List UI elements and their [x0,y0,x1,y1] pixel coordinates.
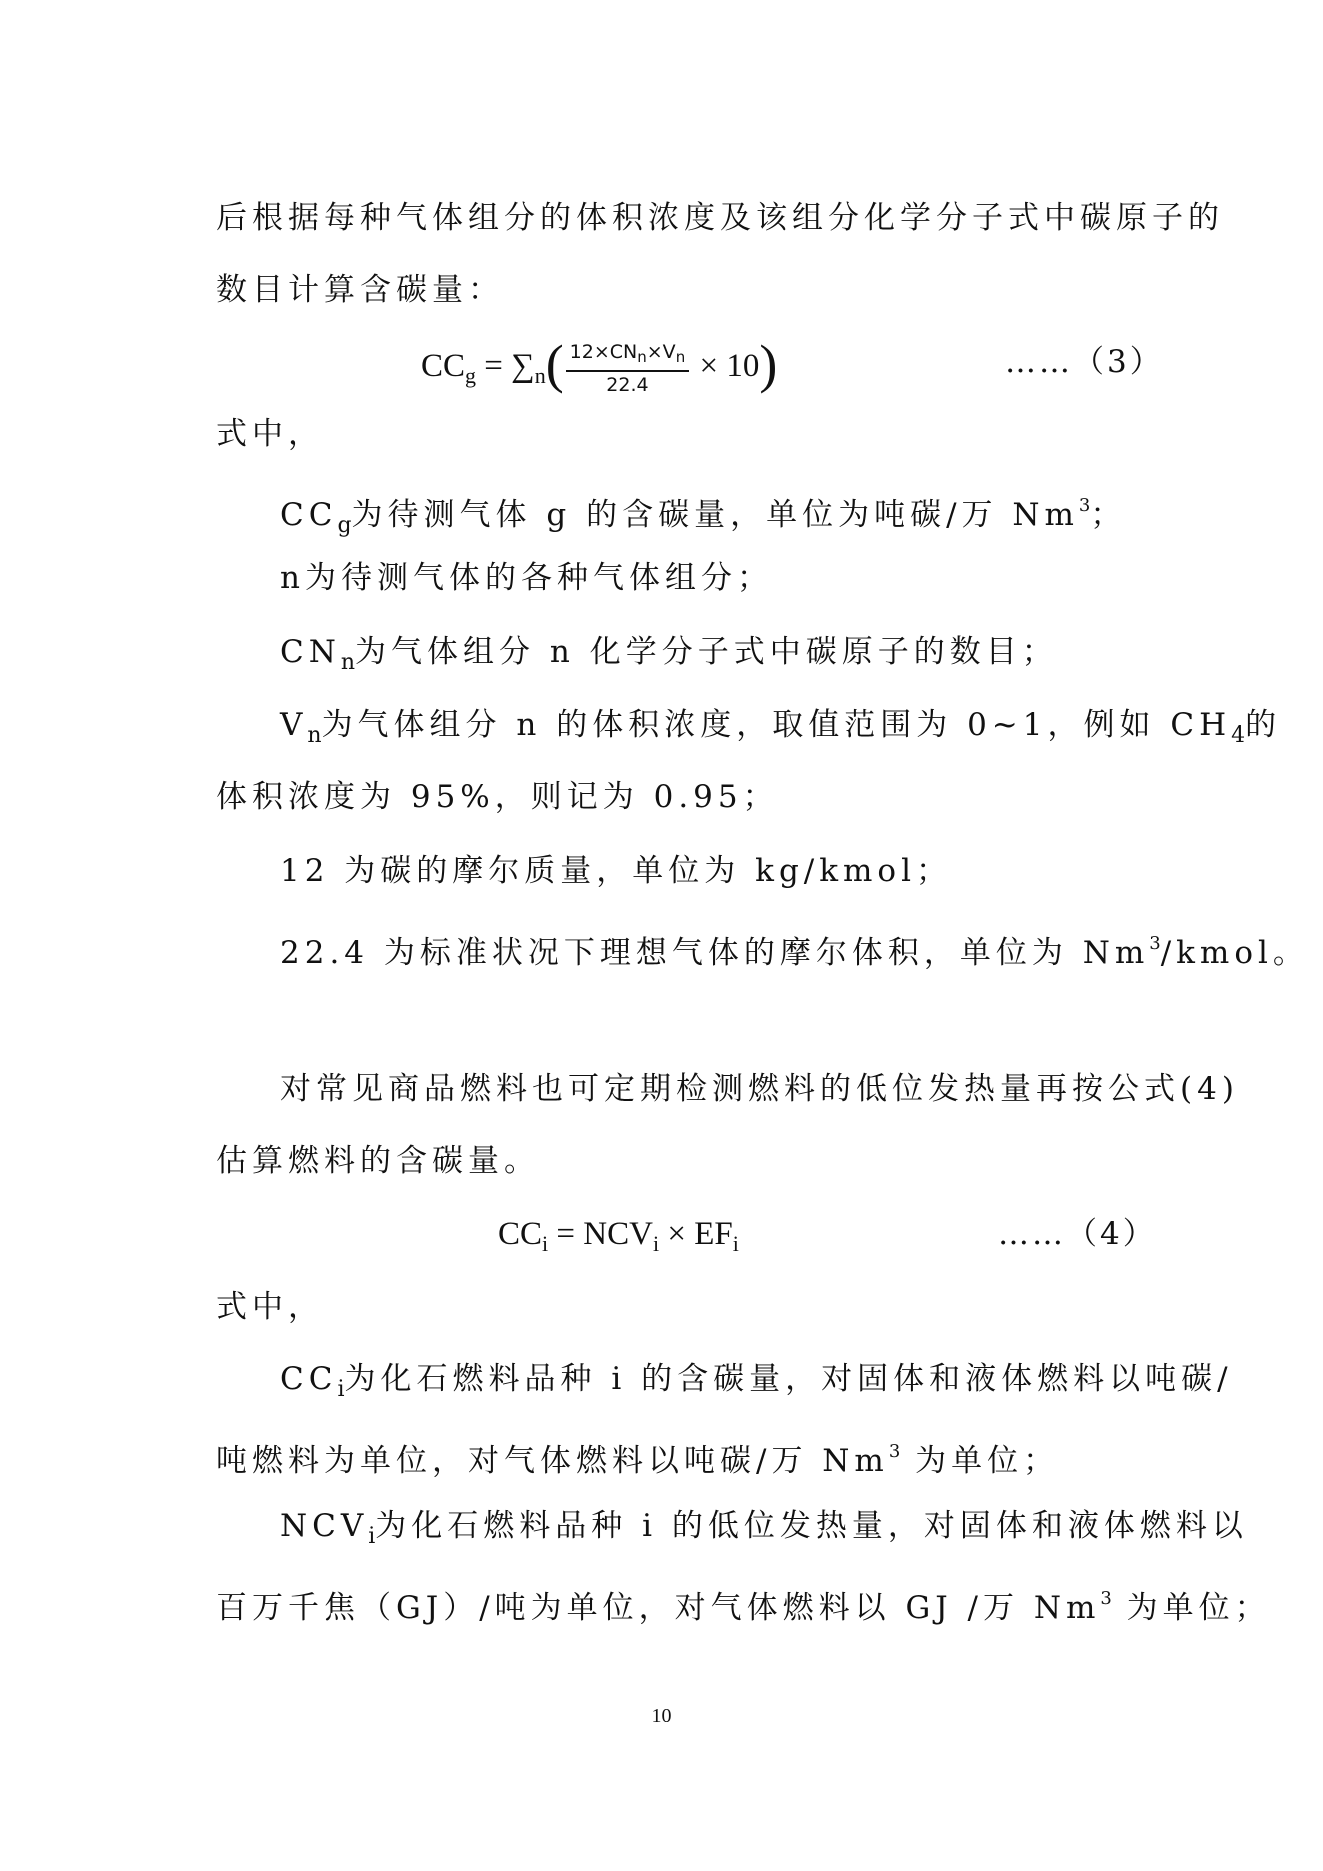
definition-12: 12 为碳的摩尔质量，单位为 kg/kmol； [280,853,952,889]
paragraph-line: 对常见商品燃料也可定期检测燃料的低位发热量再按公式(4) [280,1071,1239,1107]
paragraph-line: 数目计算含碳量： [216,272,504,308]
paragraph-line: 体积浓度为 95%，则记为 0.95； [216,779,779,815]
definition-22-4: 22.4 为标准状况下理想气体的摩尔体积，单位为 Nm$^3$/kmol。 [280,933,1309,971]
paragraph-line: 后根据每种气体组分的体积浓度及该组分化学分子式中碳原子的 [216,200,1224,236]
formula-lhs: CC [421,348,466,385]
formula-4: $CC_i = NCV_i \times EF_i$ [498,1216,739,1256]
paren-open: ( [545,334,564,395]
formula-times-ten: × 10 [691,348,760,385]
formula-lhs-subscript: g [465,363,477,389]
definition-n: n为待测气体的各种气体组分； [280,560,773,596]
formula-3 [421,334,778,398]
sum-symbol: ∑ [511,348,535,385]
paren-close: ) [759,334,778,395]
equation-number-4: ……（4） [998,1216,1157,1252]
definition-ccg: $CC_g$为待测气体 g 的含碳量，单位为吨碳/万 Nm$^3$； [280,495,1127,538]
paragraph-line: 估算燃料的含碳量。 [216,1143,540,1179]
definition-cci: $CC_i$为化石燃料品种 i 的含碳量，对固体和液体燃料以吨碳/ [280,1361,1233,1402]
paragraph-line: 式中， [216,1289,324,1325]
paragraph-line: 吨燃料为单位，对气体燃料以吨碳/万 Nm$^3$ 为单位； [216,1441,1060,1479]
fraction-denominator: 22.4 [606,374,649,396]
sum-subscript: n [534,363,546,389]
equation-number-3: ……（3） [1005,344,1164,380]
definition-cnn: $CN_n$为气体组分 n 化学分子式中碳原子的数目； [280,634,1058,675]
formula-equals: = [476,348,512,385]
fraction-numerator: $12\times CN_n\times V_n$ [566,340,690,372]
fraction [566,340,690,397]
definition-ncvi: $NCV_i$为化石燃料品种 i 的低位发热量，对固体和液体燃料以 [280,1508,1248,1549]
paragraph-line: 百万千焦（GJ）/吨为单位，对气体燃料以 GJ /万 Nm$^3$ 为单位； [216,1588,1271,1626]
page-number: 10 [651,1705,672,1727]
paragraph-line: 式中， [216,416,324,452]
definition-vn: $V_n$为气体组分 n 的体积浓度，取值范围为 0~1，例如 $CH_4$的 [280,707,1282,748]
